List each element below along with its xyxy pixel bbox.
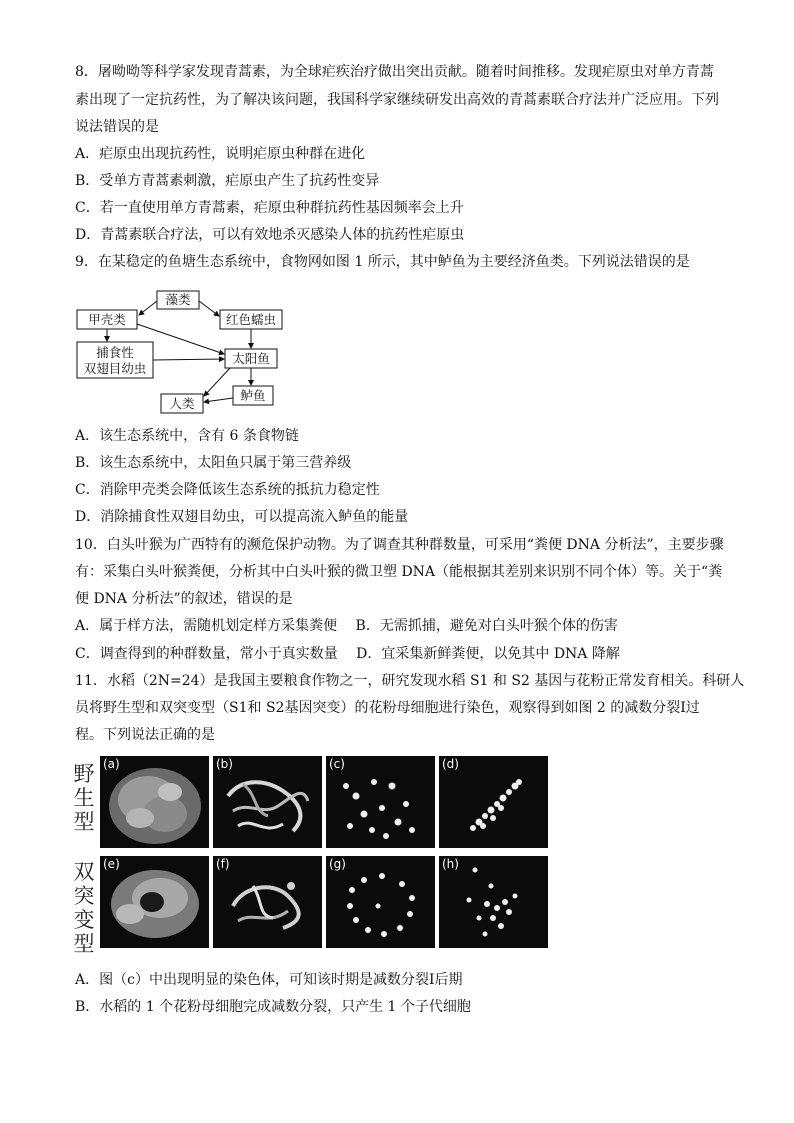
q10-stem-line2: 有：采集白头叶猴粪便，分析其中白头叶猴的微卫塑 DNA（能根据其差别来识别不同个体）等。关于“粪 xyxy=(75,564,723,580)
algae-label: 藻类 xyxy=(165,292,191,307)
food-web-diagram xyxy=(75,288,295,416)
food-web-svg xyxy=(75,288,295,416)
q11-option-a: A．图（c）中出现明显的染色体，可知该时期是减数分裂Ⅰ后期 xyxy=(75,972,463,988)
q11-stem-line2: 员将野生型和双突变型（S1和 S2基因突变）的花粉母细胞进行染色，观察得到如图 2 的减数分裂Ⅰ过 xyxy=(75,700,700,716)
arrow-predator-sunfish xyxy=(153,359,224,360)
q11-stem-line1: 11．水稻（2N=24）是我国主要粮食作物之一，研究发现水稻 S1 和 S2 基因与花粉正常发育相关。科研人 xyxy=(75,673,745,689)
arrow-sunfish-human xyxy=(204,368,230,396)
panel-h: (h) xyxy=(439,856,548,948)
q10-stem-line1: 10．白头叶猴为广西特有的濒危保护动物。为了调查其种群数量，可采用“粪便 DNA 分析法”，主要步骤 xyxy=(75,537,724,553)
q8-stem-line1: 8．屠呦呦等科学家发现青蒿素，为全球疟疾治疗做出突出贡献。随着时间推移。发现疟原虫对单方青蒿 xyxy=(75,64,714,80)
q10-options-cd: C．调查得到的种群数量，常小于真实数量 D．宜采集新鲜粪便，以免其中 DNA 降解 xyxy=(75,646,620,662)
q9-option-c: C．消除甲壳类会降低该生态系统的抵抗力稳定性 xyxy=(75,482,380,498)
panel-e: (e) xyxy=(100,856,209,948)
q11-option-b: B．水稻的 1 个花粉母细胞完成减数分裂，只产生 1 个子代细胞 xyxy=(75,999,471,1015)
human-label: 人类 xyxy=(169,396,195,411)
q8-option-c: C．若一直使用单方青蒿素，疟原虫种群抗药性基因频率会上升 xyxy=(75,200,464,216)
panel-b: (b) xyxy=(213,756,322,848)
q8-option-d: D．青蒿素联合疗法，可以有效地杀灭感染人体的抗药性疟原虫 xyxy=(75,227,465,243)
q8-stem-line2: 素出现了一定抗药性，为了解决该问题，我国科学家继续研发出高效的青蒿素联合疗法并广泛应用。下列 xyxy=(75,92,719,108)
q9-option-a: A．该生态系统中，含有 6 条食物链 xyxy=(75,428,299,444)
panel-a: (a) xyxy=(100,756,209,848)
panel-g: (g) xyxy=(326,856,435,948)
q9-option-d: D．消除捕食性双翅目幼虫，可以提高流入鲈鱼的能量 xyxy=(75,509,409,525)
q9-stem: 9．在某稳定的鱼塘生态系统中，食物网如图 1 所示，其中鲈鱼为主要经济鱼类。下列说法错误的是 xyxy=(75,254,690,270)
panel-c: (c) xyxy=(326,756,435,848)
sunfish-label: 太阳鱼 xyxy=(232,351,270,366)
panel-f: (f) xyxy=(213,856,322,948)
row-label-double-mutant: 双 突 变 型 xyxy=(73,860,95,956)
bass-label: 鲈鱼 xyxy=(240,388,266,403)
crustacean-label: 甲壳类 xyxy=(88,312,126,327)
q8-option-b: B．受单方青蒿素刺激，疟原虫产生了抗药性变异 xyxy=(75,173,380,189)
q8-option-a: A．疟原虫出现抗药性，说明疟原虫种群在进化 xyxy=(75,146,366,162)
row-label-wild-type: 野 生 型 xyxy=(73,762,95,834)
meiosis-micrograph-figure xyxy=(70,756,555,954)
arrow-bass-human xyxy=(204,398,233,402)
q8-stem-line3: 说法错误的是 xyxy=(75,119,159,135)
predator-label-line2: 双翅目幼虫 xyxy=(83,361,147,376)
q10-options-ab: A．属于样方法，需随机划定样方采集粪便 B．无需抓捕，避免对白头叶猴个体的伤害 xyxy=(75,618,618,634)
q9-option-b: B．该生态系统中，太阳鱼只属于第三营养级 xyxy=(75,455,352,471)
q10-stem-line3: 便 DNA 分析法”的叙述，错误的是 xyxy=(75,591,293,607)
predator-label-line1: 捕食性 xyxy=(96,345,134,360)
arrow-algae-bloodworm xyxy=(199,301,219,316)
q11-stem-line3: 程。下列说法正确的是 xyxy=(75,727,215,743)
bloodworm-label: 红色蠕虫 xyxy=(225,312,277,327)
arrow-algae-crustacean xyxy=(139,301,157,315)
panel-d: (d) xyxy=(439,756,548,848)
